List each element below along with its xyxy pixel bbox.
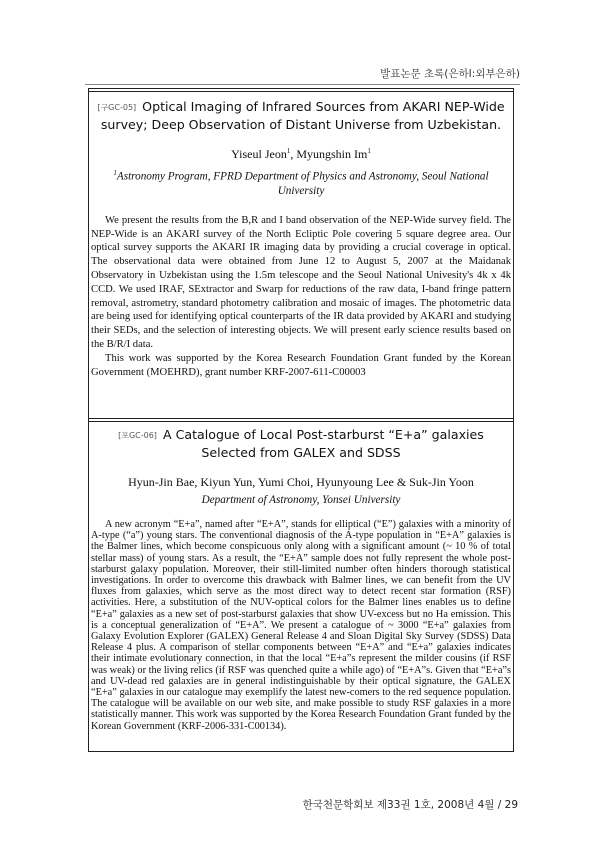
abstract-title-2: [97, 426, 505, 461]
abstract-code-1: [구GC-05]: [97, 103, 137, 112]
abstract-box-2: [88, 418, 514, 752]
header-rule: [85, 84, 520, 85]
journal-footer: 한국천문학회보 제33권 1호, 2008년 4월 / 29: [302, 799, 518, 811]
double-rule: [89, 421, 513, 422]
paragraph: We present the results from the B,R and I band observation of the NEP-Wide survey field. The NEP-Wide is an AKARI survey of the North Ecliptic Pole covering 5 square degree area. Our optical survey supports the AKARI IR imaging data by providing a crucial coverage in optical. The observational data were obtained from June 12 to August 5, 2007 at the Maidanak Observatory in Uzbekistan using the 1.5m telescope and the Seoul National Univesity's 4k x 4k CCD. We used IRAF, SExtractor and Swarp for reductions of the raw data, I-band fringe pattern removal, astrometry, standard photometry calibration and mosaic of images. The photometric data are being used for identifying optical counterparts of the IR data provided by AKARI and studying their SEDs, and the selection of interesting objects. We will present early science results based on the B/R/I data.: [91, 214, 511, 350]
abstract-title-text-1: Optical Imaging of Infrared Sources from AKARI NEP-Wide survey; Deep Observation of Distant Universe from Uzbekistan.: [100, 99, 505, 132]
paragraph: A new acronym “E+a”, named after “E+A”, stands for elliptical (“E”) galaxies with a minority of A-type (“a”) young stars. The conventional diagnosis of the A-type population in “E+A” galaxies is the Balmer lines, which become conspicuous only along with a significant amount (~ 10 % of total stellar mass) of young stars. As a result, the “E+A” sample does not fully represent the whole post-starburst galaxy population. Moreover, their still-limited number often hinders thorough statistical investigations. In order to overcome this drawback with Balmer lines, we can benefit from the UV fluxes from galaxies, which serve as the most direct way to detect recent star formation (RSF) activities. Here, a substitution of the NUV-optical colors for the Balmer lines enables us to define “E+a” galaxies as a new set of post-starburst galaxies that show UV-excess but no Ha emission. This is a conceptual generalization of “E+A”. We present a catalogue of ~ 3000 “E+a” galaxies from Galaxy Evolution Explorer (GALEX) General Release 4 and Sloan Digital Sky Survey (SDSS) Data Release 4 plus. A comparison of stellar components between “E+A” and “E+a” galaxies indicates their intimate evolutionary connection, in that the local “E+a”s represent the milder cousins (if RSF was weak) or the living relics (if RSF was quenched quite a while ago) of “E+A”s. Given that “E+a”s and UV-dead red galaxies are in general indistinguishable by their optical signature, the GALEX “E+a” galaxies in our catalogue may exemplify the latest new-comers to the red sequence population. The catalogue will be available on our web site, and make possible to study RSF galaxies in a more statistically manner. This work was supported by the Korea Research Foundation Grant funded by the Korean Government (KRF-2006-331-C00134).: [91, 519, 511, 732]
abstract-affiliation-2: Department of Astronomy, Yonsei University: [201, 494, 401, 506]
section-header: 발표논문 초록(은하Ⅰ:외부은하): [380, 68, 520, 80]
abstract-code-2: [포GC-06]: [118, 431, 157, 440]
double-rule: [89, 91, 513, 92]
abstract-authors-2: Hyun-Jin Bae, Kiyun Yun, Yumi Choi, Hyunyoung Lee & Suk-Jin Yoon: [128, 475, 474, 489]
abstract-title-text-2: A Catalogue of Local Post-starburst “E+a” galaxies Selected from GALEX and SDSS: [162, 427, 484, 460]
abstract-title-1: [97, 98, 505, 133]
paragraph: This work was supported by the Korea Research Foundation Grant funded by the Korean Government (MOEHRD), grant number KRF-2007-611-C00003: [91, 352, 511, 378]
abstract-affiliation-1: $^1$Astronomy Program, FPRD Department of Physics and Astronomy, Seoul National University: [113, 169, 489, 197]
abstract-box-1: [88, 88, 514, 419]
abstract-authors-1: Yiseul Jeon$^1$, Myungshin Im$^1$: [231, 147, 371, 161]
author-name: Yiseul Jeon: [231, 147, 287, 161]
abstract-body-2: [91, 519, 511, 732]
abstract-body-1: [91, 214, 511, 380]
author-name: Myungshin Im: [296, 147, 368, 161]
